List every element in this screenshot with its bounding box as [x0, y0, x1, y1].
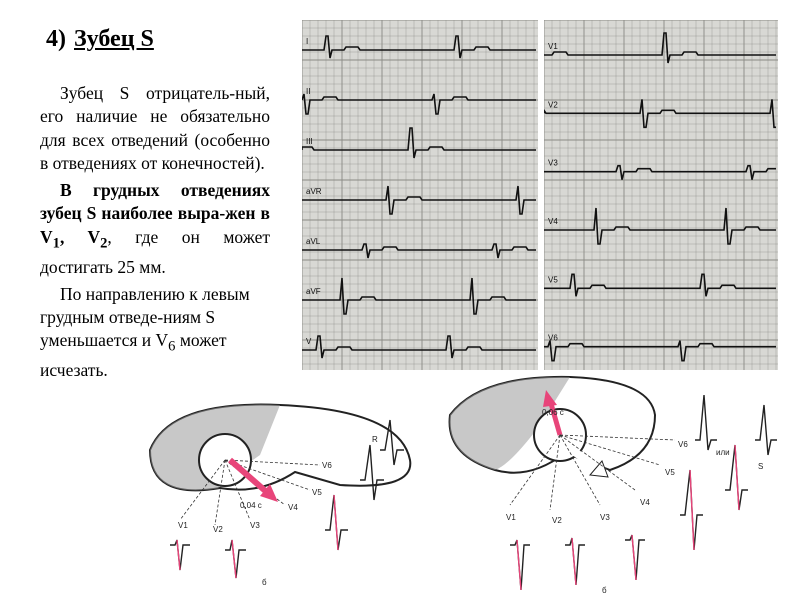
paragraph-2	[40, 179, 270, 279]
ecg-trace-avr	[302, 186, 536, 214]
ecg-trace-i	[302, 36, 536, 58]
ecg-limb-leads-svg	[302, 20, 538, 370]
ecg-chest-leads-image	[544, 20, 778, 370]
time-label-left: 0,04 с	[240, 501, 262, 510]
ecg-trace-avf	[302, 278, 536, 314]
ecg-trace-v3	[544, 166, 776, 180]
p3-tail: может исчезать.	[40, 330, 227, 381]
ecg-trace-v6	[544, 341, 776, 361]
ecg-lead-label: I	[306, 37, 309, 46]
lead-v3-left: V3	[250, 521, 260, 530]
ecg-chest-leads-svg	[544, 20, 778, 370]
s-label-right: S	[758, 462, 764, 471]
p2-comma: , V	[59, 226, 101, 247]
p2-sub1: 1	[52, 235, 60, 252]
ecg-trace-v4	[544, 208, 776, 244]
ecg-limb-leads-image	[302, 20, 538, 370]
ecg-lead-label: V1	[548, 42, 558, 51]
ecg-trace-iii	[302, 128, 536, 158]
r-label-left: R	[372, 435, 378, 444]
vector-diagram-right	[440, 375, 790, 595]
heading-title: Зубец S	[74, 26, 154, 52]
ecg-lead-label: V4	[548, 217, 558, 226]
lead-v4-right: V4	[640, 498, 650, 507]
ecg-lead-label: aVF	[306, 287, 321, 296]
ecg-trace-v1	[544, 33, 776, 63]
ecg-lead-label: V5	[548, 275, 558, 285]
p2-sub2: 2	[100, 235, 108, 252]
p3-sub: 6	[168, 338, 176, 355]
caption-left: б	[262, 578, 267, 587]
ecg-lead-label: III	[306, 137, 313, 146]
ecg-trace-v	[302, 336, 536, 358]
ecg-lead-label: II	[306, 87, 311, 96]
p2-rest: , где он может достигать 25 мм.	[40, 226, 270, 277]
ecg-lead-label: aVR	[306, 187, 322, 196]
lead-v5-left: V5	[312, 488, 322, 497]
ecg-trace-ii	[302, 94, 536, 114]
lead-v4-left: V4	[288, 503, 298, 512]
lead-v6-right: V6	[678, 440, 688, 449]
ecg-lead-label: V6	[548, 333, 558, 343]
paragraph-3	[40, 283, 270, 383]
complexes-right-accent	[517, 445, 739, 590]
p3-main: По направлению к левым грудным отведе-ниям S уменьшается и V	[40, 283, 250, 351]
ecg-trace-avl	[302, 244, 536, 258]
lead-v5-right: V5	[665, 468, 675, 477]
ecg-trace-v5	[544, 274, 776, 296]
or-label: или	[716, 448, 730, 457]
lead-v2-right: V2	[552, 516, 562, 525]
lead-v3-right: V3	[600, 513, 610, 522]
caption-right: б	[602, 586, 607, 595]
ecg-lead-label: V3	[548, 158, 558, 168]
ecg-lead-label: V2	[548, 100, 558, 110]
paragraph-1: Зубец S отрицатель-ный, его наличие не обязательно для всех отведений (особенно в отведениях от конечностей).	[40, 83, 270, 173]
ecg-lead-label: V	[306, 337, 312, 346]
body-text	[40, 82, 270, 387]
ecg-lead-label: aVL	[306, 237, 321, 246]
heading-number: 4)	[46, 26, 66, 52]
vector-diagram-left	[110, 380, 430, 595]
lead-v6-left: V6	[322, 461, 332, 470]
p2-bold-text: В грудных отведениях зубец S наиболее выра-жен в V	[40, 180, 270, 247]
lead-v2-left: V2	[213, 525, 223, 534]
ecg-trace-v2	[544, 99, 776, 127]
lead-v1-left: V1	[178, 521, 188, 530]
section-heading	[46, 26, 154, 53]
lead-v1-right: V1	[506, 513, 516, 522]
time-label-right: 0,06 с	[542, 408, 564, 417]
